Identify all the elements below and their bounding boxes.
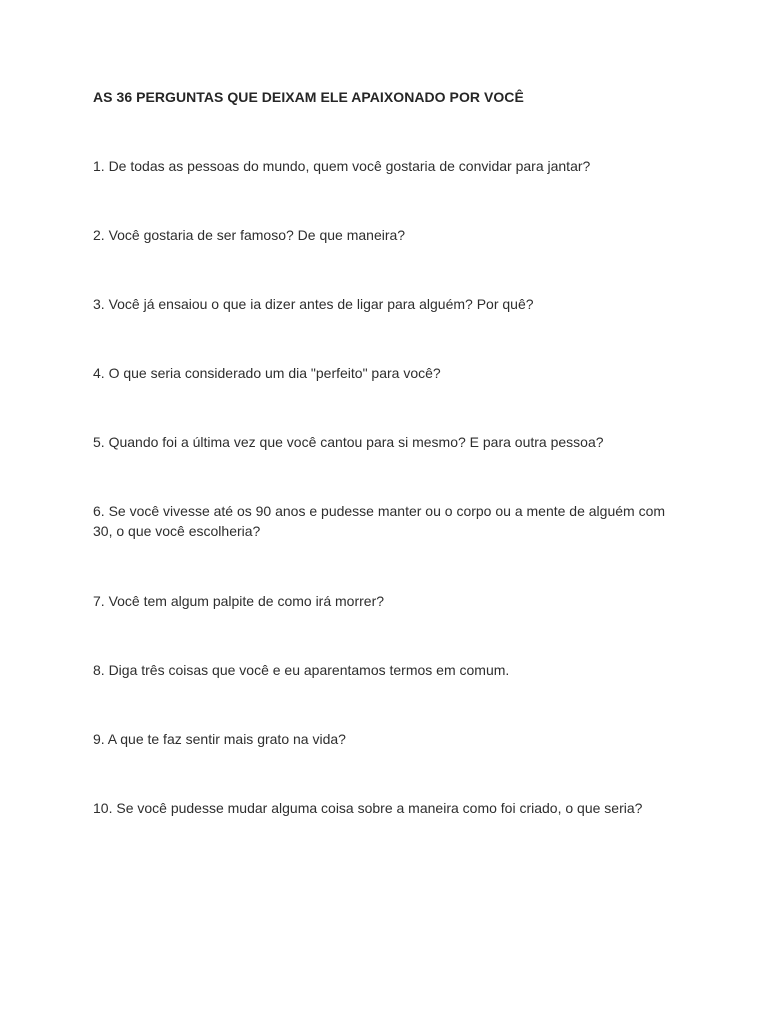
question-3: 3. Você já ensaiou o que ia dizer antes de ligar para alguém? Por quê? xyxy=(93,296,534,312)
question-5: 5. Quando foi a última vez que você cantou para si mesmo? E para outra pessoa? xyxy=(93,434,604,450)
question-8: 8. Diga três coisas que você e eu aparentamos termos em comum. xyxy=(93,662,510,678)
question-7: 7. Você tem algum palpite de como irá morrer? xyxy=(93,593,385,609)
question-10: 10. Se você pudesse mudar alguma coisa sobre a maneira como foi criado, o que seria? xyxy=(93,800,643,816)
question-6: 6. Se você vivesse até os 90 anos e pudesse manter ou o corpo ou a mente de alguém com 30, o que você escolheria? xyxy=(93,503,666,539)
question-2: 2. Você gostaria de ser famoso? De que maneira? xyxy=(93,227,406,243)
question-1: 1. De todas as pessoas do mundo, quem você gostaria de convidar para jantar? xyxy=(93,158,591,174)
question-9: 9. A que te faz sentir mais grato na vida? xyxy=(93,731,346,747)
question-4: 4. O que seria considerado um dia "perfeito" para você? xyxy=(93,365,441,381)
document-title: AS 36 PERGUNTAS QUE DEIXAM ELE APAIXONADO POR VOCÊ xyxy=(93,89,524,105)
